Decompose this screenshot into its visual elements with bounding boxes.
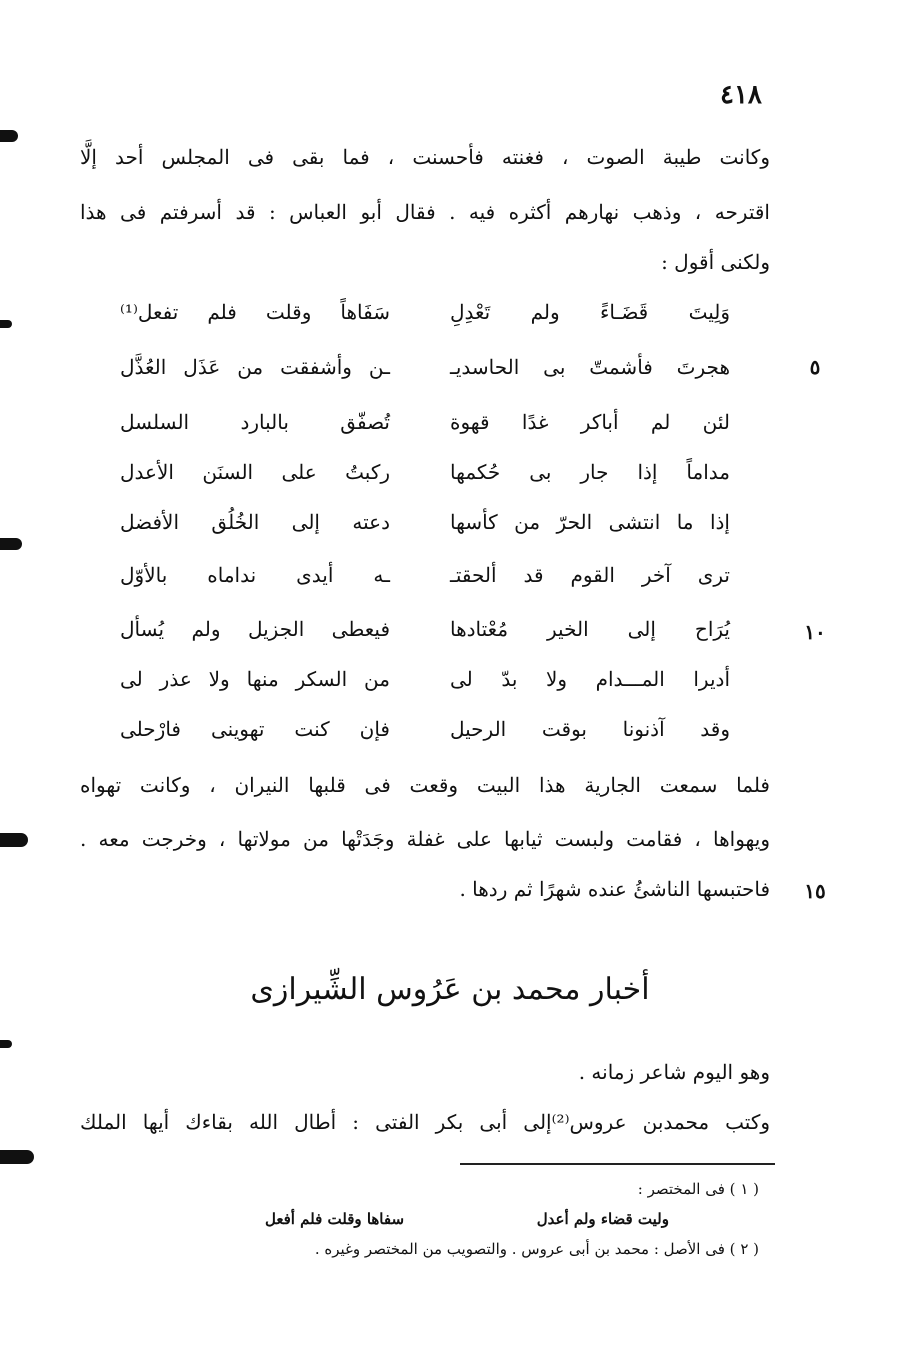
verse-first-hemistich: هجرتَ فأشمتّ بى الحاسديـ — [450, 355, 730, 379]
verse-second-hemistich: ركبتُ على السنَن الأعدل — [120, 460, 390, 484]
scan-edge-mark — [0, 320, 12, 328]
footnote-2: ( ٢ ) فى الأصل : محمد بن أبى عروس . والتصويب من المختصر وغيره . — [314, 1240, 759, 1258]
verse-second-hemistich: فيعطى الجزيل ولم يُسأل — [120, 617, 390, 641]
footnote-1-label: ( ١ ) فى المختصر : — [637, 1180, 759, 1198]
verse-row — [120, 510, 730, 550]
verse-row — [120, 617, 730, 657]
verse-row — [120, 563, 730, 603]
footnote-rule — [460, 1163, 775, 1165]
verse-row — [120, 410, 730, 450]
scan-edge-mark — [0, 1040, 12, 1048]
footnote-1-verse-second: سفاها وقلت فلم أفعل — [265, 1210, 405, 1228]
scan-edge-mark — [0, 538, 22, 550]
line-number: ١٠ — [804, 620, 826, 644]
verse-second-hemistich: ـه أيدى نداماه بالأوّل — [120, 563, 390, 587]
verse-first-hemistich: ترى آخر القوم قد ألحقتـ — [450, 563, 730, 587]
prose-line: ولكنى أقول : — [661, 250, 770, 274]
verse-first-hemistich: يُرَاح إلى الخير مُعْتادها — [450, 617, 730, 641]
prose-line: وهو اليوم شاعر زمانه . — [578, 1060, 770, 1084]
verse-second-hemistich: فإن كنت تهوينى فارْحلى — [120, 717, 390, 741]
scan-edge-mark — [0, 833, 28, 847]
scan-edge-mark — [0, 1150, 34, 1164]
verse-first-hemistich: وَلِيتَ قَضَـاءً ولم تَعْدِلِ — [450, 300, 730, 324]
verse-second-hemistich: من السكر منها ولا عذر لى — [120, 667, 390, 691]
verse-second-hemistich: دعته إلى الخُلُق الأفضل — [120, 510, 390, 534]
footnote-1-verse-first: وليت قضاء ولم أعدل — [536, 1210, 669, 1228]
verse-second-hemistich: سَفَاهاً وقلت فلم تفعل⁽¹⁾ — [120, 300, 390, 324]
section-title: أخبار محمد بن عَرُوس الشِّيرازى — [250, 972, 650, 1007]
page-number: ٤١٨ — [720, 80, 762, 110]
prose-line: اقترحه ، وذهب نهارهم أكثره فيه . فقال أبو العباس : قد أسرفتم فى هذا — [80, 200, 770, 224]
verse-first-hemistich: مداماً إذا جار بى حُكمها — [450, 460, 730, 484]
verse-second-hemistich: تُصفّق بالبارد السلسل — [120, 410, 390, 434]
scan-edge-mark — [0, 130, 18, 142]
prose-line: ويهواها ، فقامت ولبست ثيابها على غفلة وجَدَتْها من مولاتها ، وخرجت معه . — [80, 827, 770, 851]
verse-first-hemistich: إذا ما انتشى الحرّ من كأسها — [450, 510, 730, 534]
verse-row — [120, 355, 730, 395]
verse-first-hemistich: أديرا المـــدام ولا بدّ لى — [450, 667, 730, 691]
verse-row — [120, 667, 730, 707]
prose-line: فاحتبسها الناشئُ عنده شهرًا ثم ردها . — [459, 877, 770, 901]
verse-second-hemistich: ـن وأشفقت من عَذَل العُذَّل — [120, 355, 390, 379]
prose-line: وكانت طيبة الصوت ، فغنته فأحسنت ، فما بقى فى المجلس أحد إلَّا — [80, 145, 770, 169]
verse-row — [120, 460, 730, 500]
verse-first-hemistich: وقد آذنونا بوقت الرحيل — [450, 717, 730, 741]
prose-line: وكتب محمدبن عروس⁽²⁾إلى أبى بكر الفتى : أطال الله بقاءك أيها الملك — [80, 1110, 771, 1134]
verse-row — [120, 300, 730, 340]
verse-first-hemistich: لئن لم أباكر غدًا قهوة — [450, 410, 730, 434]
line-number: ٥ — [809, 355, 821, 379]
line-number: ١٥ — [804, 879, 826, 903]
verse-row — [120, 717, 730, 757]
prose-line: فلما سمعت الجارية هذا البيت وقعت فى قلبها النيران ، وكانت تهواه — [80, 773, 770, 797]
